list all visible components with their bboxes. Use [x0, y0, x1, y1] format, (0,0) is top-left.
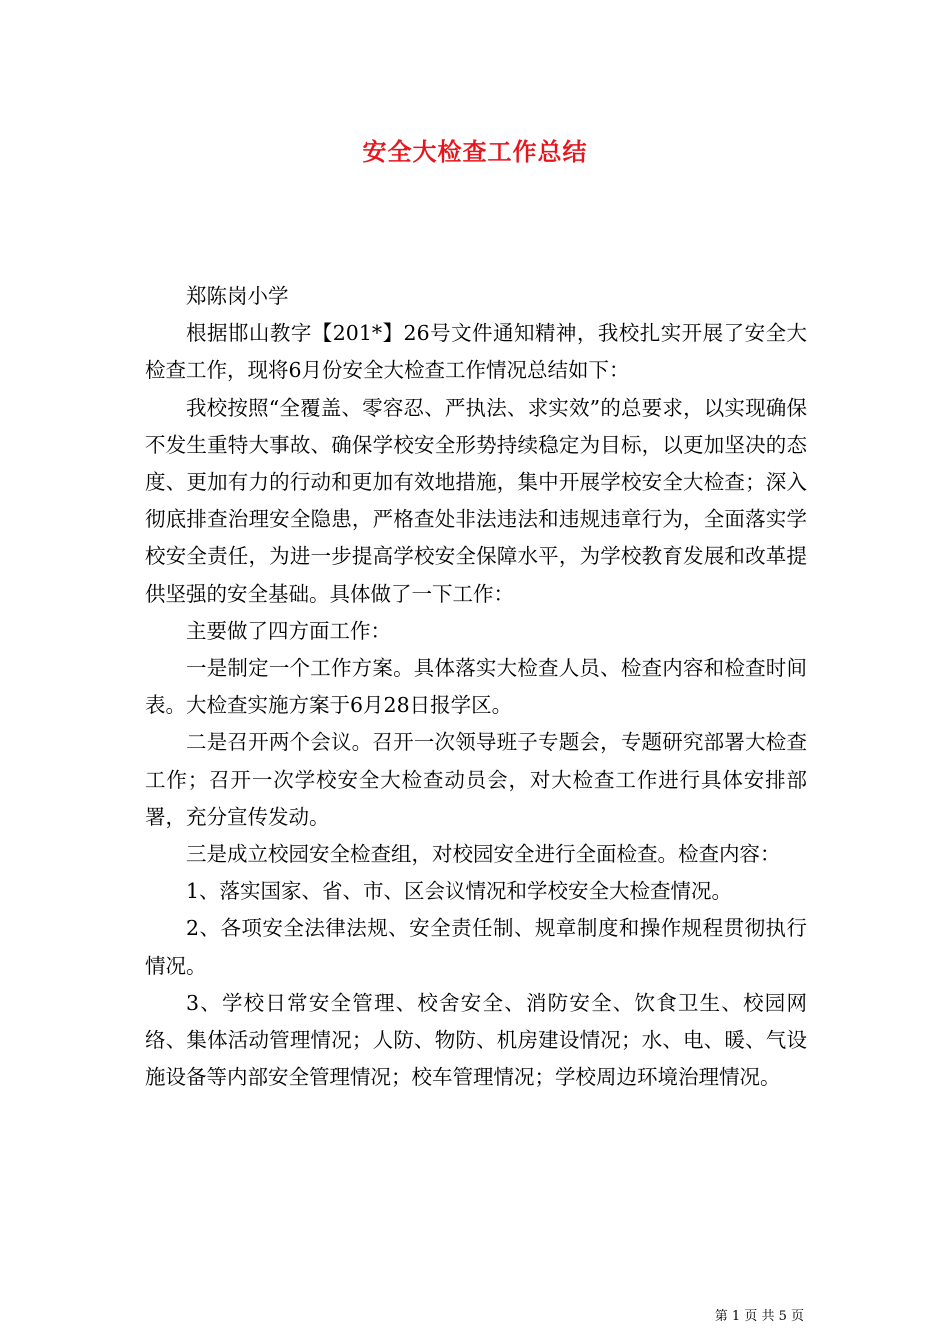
- list-item-1: 1、落实国家、省、市、区会议情况和学校安全大检查情况。: [186, 879, 733, 904]
- list-item-2: 2、各项安全法律法规、安全责任制、规章制度和操作规程贯彻执行情况。: [145, 916, 807, 978]
- paragraph-meetings: 二是召开两个会议。召开一次领导班子专题会，专题研究部署大检查工作；召开一次学校安全大检查动员会，对大检查工作进行具体安排部署，充分宣传发动。: [145, 730, 807, 829]
- paragraph-requirements: 我校按照“全覆盖、零容忍、严执法、求实效”的总要求，以实现确保不发生重特大事故、确保学校安全形势持续稳定为目标，以更加坚决的态度、更加有力的行动和更加有效地措施，集中开展学校安全大检查；深入彻底排查治理安全隐患，严格查处非法违法和违规违章行为，全面落实学校安全责任，为进一步提高学校安全保障水平，为学校教育发展和改革提供坚强的安全基础。具体做了一下工作：: [145, 395, 807, 606]
- document-title: 安全大检查工作总结: [362, 137, 588, 166]
- school-name: 郑陈岗小学: [186, 284, 289, 308]
- list-item-3: 3、学校日常安全管理、校舍安全、消防安全、饮食卫生、校园网络、集体活动管理情况；人防、物防、机房建设情况；水、电、暖、气设施设备等内部安全管理情况；校车管理情况；学校周边环境治理情况。: [145, 990, 807, 1090]
- paragraph-main-work: 主要做了四方面工作：: [186, 618, 391, 643]
- paragraph-intro: 根据邯山教字【201*】26号文件通知精神，我校扎实开展了安全大检查工作，现将6月份安全大检查工作情况总结如下：: [145, 321, 807, 383]
- paragraph-work-plan: 一是制定一个工作方案。具体落实大检查人员、检查内容和检查时间表。大检查实施方案于6月28日报学区。: [145, 656, 807, 718]
- paragraph-inspection-group: 三是成立校园安全检查组，对校园安全进行全面检查。检查内容：: [186, 842, 781, 867]
- document-body: [145, 278, 807, 1096]
- page-number-footer: [715, 1305, 804, 1324]
- page-number-label: 第 1 页 共 5 页: [714, 1309, 804, 1324]
